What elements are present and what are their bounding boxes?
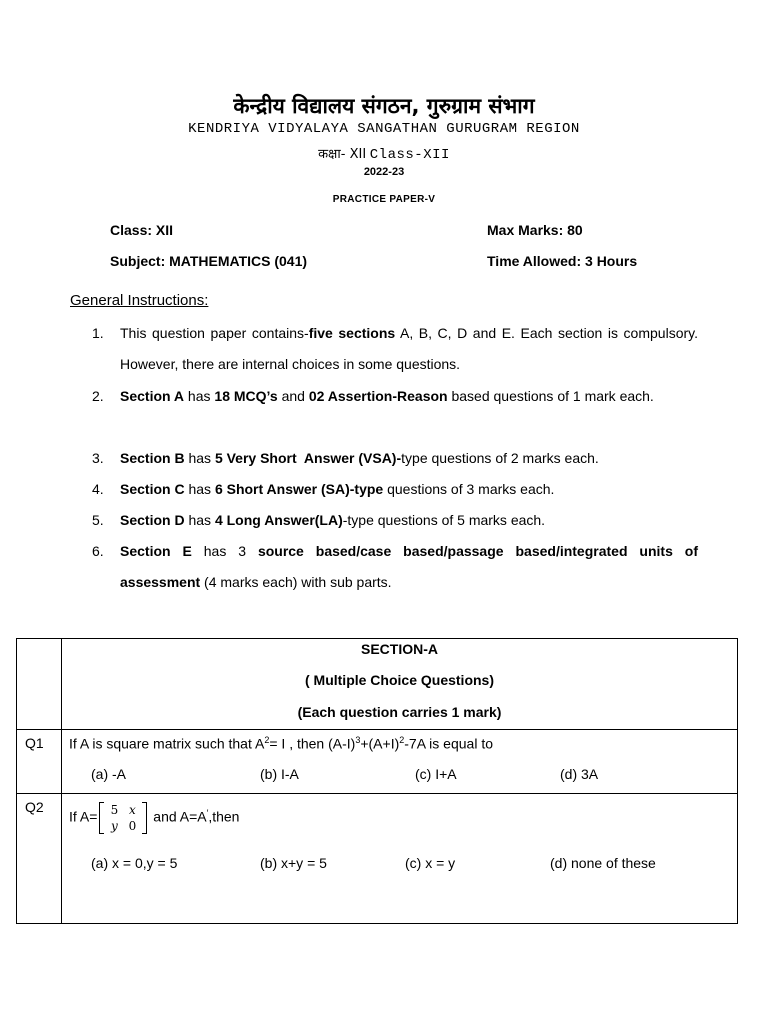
class-english: Class-XII bbox=[369, 147, 450, 163]
time-allowed: Time Allowed: 3 Hours bbox=[487, 253, 638, 269]
matrix-a: 5 x y 0 bbox=[99, 802, 147, 834]
row-divider bbox=[17, 729, 737, 730]
instruction-number: 5. bbox=[92, 512, 104, 528]
option-b: (b) x+y = 5 bbox=[260, 855, 327, 871]
instruction-text: Section B has 5 Very Short Answer (VSA)-type questions of 2 marks each. bbox=[120, 450, 599, 466]
class-field: Class: XII bbox=[110, 222, 174, 238]
school-title-hindi: केन्द्रीय विद्यालय संगठन, गुरुग्राम संभाग bbox=[233, 94, 535, 118]
max-marks: Max Marks: 80 bbox=[487, 222, 583, 238]
instruction-text: Section E has 3 source based/case based/passage based/integrated units of assessment (4 marks each) with sub parts. bbox=[120, 543, 698, 590]
question-number: Q2 bbox=[25, 799, 44, 815]
option-d: (d) 3A bbox=[560, 766, 599, 782]
option-c: (c) x = y bbox=[405, 855, 456, 871]
instruction-number: 3. bbox=[92, 450, 104, 466]
question-number: Q1 bbox=[25, 735, 44, 751]
academic-year: 2022-23 bbox=[363, 166, 405, 178]
class-line bbox=[0, 144, 768, 163]
instruction-text: This question paper contains-five sections A, B, C, D and E. Each section is compulsory. However, there are internal choices in some questions. bbox=[120, 325, 698, 372]
question-text: If A= 5 x y 0 and A=A′,then bbox=[69, 802, 240, 833]
option-d: (d) none of these bbox=[550, 855, 656, 871]
section-note: (Each question carries 1 mark) bbox=[297, 704, 502, 720]
instruction-text: Section D has 4 Long Answer(LA)-type questions of 5 marks each. bbox=[120, 512, 546, 528]
instruction-number: 6. bbox=[92, 543, 104, 559]
paper-title: PRACTICE PAPER-V bbox=[332, 194, 436, 205]
school-title-english: KENDRIYA VIDYALAYA SANGATHAN GURUGRAM REGION bbox=[188, 121, 580, 137]
question-text: If A is square matrix such that $A^2= I$ , then $(A-I)^3+(A+I)^2-7A$ is equal to bbox=[69, 735, 493, 752]
class-hindi: कक्षा- XII bbox=[318, 147, 367, 162]
option-a: (a) x = 0,y = 5 bbox=[91, 855, 178, 871]
subject-field: Subject: MATHEMATICS (041) bbox=[110, 253, 308, 269]
section-title: SECTION-A bbox=[361, 641, 438, 657]
instruction-text: Section C has 6 Short Answer (SA)-type questions of 3 marks each. bbox=[120, 481, 555, 497]
instruction-number: 4. bbox=[92, 481, 104, 497]
section-subtitle: ( Multiple Choice Questions) bbox=[304, 672, 494, 688]
instruction-text: Section A has 18 MCQ’s and 02 Assertion-Reason based questions of 1 mark each. bbox=[120, 388, 654, 404]
instruction-number: 1. bbox=[92, 325, 104, 341]
option-a: (a) -A bbox=[91, 766, 126, 782]
instructions-heading: General Instructions: bbox=[70, 292, 209, 309]
row-divider bbox=[17, 793, 737, 794]
option-c: (c) I+A bbox=[415, 766, 457, 782]
question-table bbox=[16, 638, 738, 924]
instruction-number: 2. bbox=[92, 388, 104, 404]
option-b: (b) I-A bbox=[260, 766, 299, 782]
